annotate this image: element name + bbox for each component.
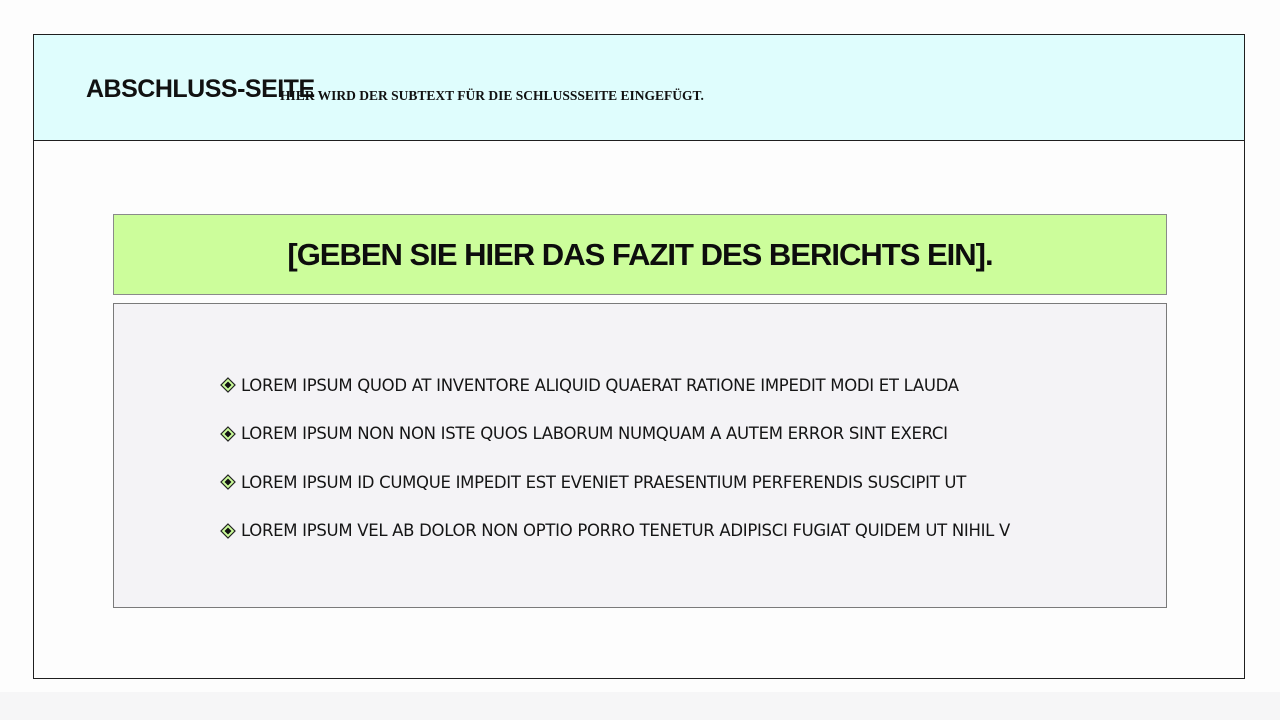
list-item [220, 361, 1010, 410]
key-points-box [113, 303, 1167, 608]
list-item-text: LOREM IPSUM VEL AB DOLOR NON OPTIO PORRO TENETUR ADIPISCI FUGIAT QUIDEM UT NIHIL V [241, 521, 1010, 541]
list-item-text: LOREM IPSUM NON NON ISTE QUOS LABORUM NUMQUAM A AUTEM ERROR SINT EXERCI [241, 424, 948, 444]
diamond-bullet-icon [220, 523, 236, 539]
key-points-list [220, 361, 1010, 555]
page-subtitle: HIER WIRD DER SUBTEXT FÜR DIE SCHLUSSSEITE EINGEFÜGT. [280, 88, 704, 103]
background-strip [0, 692, 1280, 720]
conclusion-box [113, 214, 1167, 295]
list-item-text: LOREM IPSUM ID CUMQUE IMPEDIT EST EVENIET PRAESENTIUM PERFERENDIS SUSCIPIT UT [241, 472, 966, 492]
slide [33, 34, 1245, 679]
list-item [220, 410, 1010, 459]
header-band [34, 35, 1244, 141]
diamond-bullet-icon [220, 474, 236, 490]
list-item-text: LOREM IPSUM QUOD AT INVENTORE ALIQUID QUAERAT RATIONE IMPEDIT MODI ET LAUDA [241, 375, 959, 395]
diamond-bullet-icon [220, 377, 236, 393]
list-item [220, 507, 1010, 556]
conclusion-text: [GEBEN SIE HIER DAS FAZIT DES BERICHTS EIN]. [287, 236, 993, 272]
diamond-bullet-icon [220, 426, 236, 442]
page-title: ABSCHLUSS-SEITE [86, 75, 315, 103]
list-item [220, 458, 1010, 507]
